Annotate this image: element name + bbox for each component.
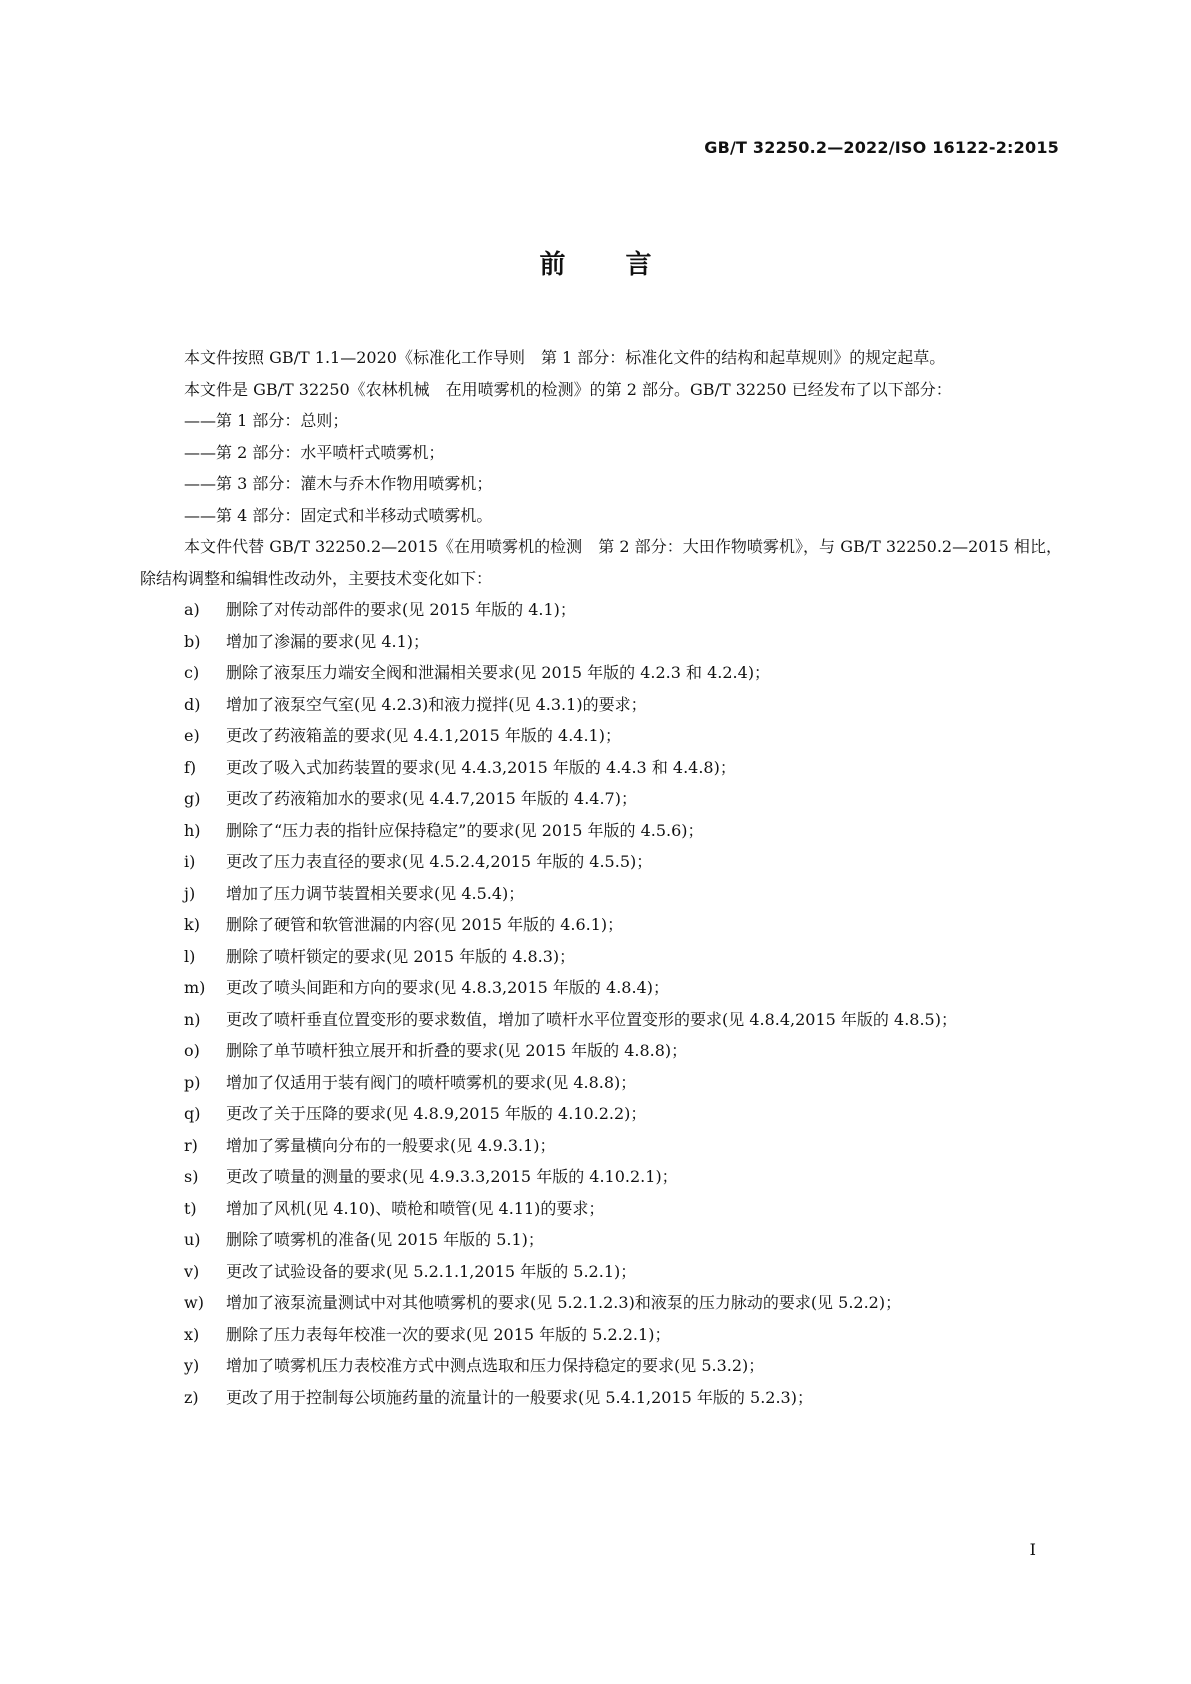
- change-item-label: h): [184, 820, 201, 840]
- change-item: [140, 1224, 1062, 1256]
- change-item: [140, 720, 1062, 752]
- change-item-text: 更改了吸入式加药装置的要求(见 4.4.3,2015 年版的 4.4.3 和 4.4.8)；: [226, 757, 736, 777]
- change-item: [140, 657, 1062, 689]
- parts-list: [140, 405, 1062, 531]
- change-item: [140, 594, 1062, 626]
- change-item-label: m): [184, 978, 206, 997]
- change-item: [140, 1035, 1062, 1067]
- change-item-label: x): [184, 1324, 200, 1344]
- change-item-text: 更改了压力表直径的要求(见 4.5.2.4,2015 年版的 4.5.5)；: [226, 852, 653, 871]
- change-item-label: s): [184, 1167, 199, 1186]
- change-item-text: 更改了试验设备的要求(见 5.2.1.1,2015 年版的 5.2.1)；: [226, 1261, 637, 1281]
- list-item: ——第 1 部分：总则；: [184, 411, 349, 430]
- change-item: [140, 1287, 1062, 1319]
- change-item: [140, 846, 1062, 878]
- change-item-label: e): [184, 726, 200, 745]
- change-item-text: 删除了对传动部件的要求(见 2015 年版的 4.1)；: [226, 600, 576, 619]
- change-item-text: 删除了喷杆锁定的要求(见 2015 年版的 4.8.3)；: [226, 946, 576, 966]
- change-item-label: a): [184, 600, 200, 619]
- page-title: 前言: [539, 250, 712, 280]
- change-item: [140, 1098, 1062, 1130]
- change-item-text: 更改了药液箱加水的要求(见 4.4.7,2015 年版的 4.4.7)；: [226, 789, 637, 808]
- change-item: [140, 1193, 1062, 1225]
- change-item-label: b): [184, 631, 201, 651]
- change-item-label: j): [184, 883, 196, 903]
- change-item-text: 增加了液泵流量测试中对其他喷雾机的要求(见 5.2.1.2.3)和液泵的压力脉动的要求(见 5.2.2)；: [226, 1293, 902, 1312]
- change-item-text: 更改了喷头间距和方向的要求(见 4.8.3,2015 年版的 4.8.4)；: [226, 978, 669, 997]
- change-item-label: w): [184, 1293, 204, 1312]
- change-item: [140, 1130, 1062, 1162]
- change-item-text: 增加了液泵空气室(见 4.2.3)和液力搅拌(见 4.3.1)的要求；: [226, 694, 647, 714]
- list-item: ——第 2 部分：水平喷杆式喷雾机；: [184, 442, 445, 462]
- parts-intro-paragraph: 本文件是 GB/T 32250《农林机械 在用喷雾机的检测》的第 2 部分。GB/T 32250 已经发布了以下部分：: [184, 379, 952, 399]
- change-item: [140, 752, 1062, 784]
- change-item-text: 增加了喷雾机压力表校准方式中测点选取和压力保持稳定的要求(见 5.3.2)；: [226, 1356, 765, 1375]
- change-item-text: 更改了用于控制每公顷施药量的流量计的一般要求(见 5.4.1,2015 年版的 5.2.3)；: [226, 1387, 813, 1407]
- change-item-label: l): [184, 946, 196, 966]
- change-item: [140, 1382, 1062, 1414]
- change-item-label: r): [184, 1135, 198, 1155]
- change-item: [140, 1350, 1062, 1382]
- change-item: [140, 815, 1062, 847]
- replace-paragraph: 本文件代替 GB/T 32250.2—2015《在用喷雾机的检测 第 2 部分：大田作物喷雾机》，与 GB/T 32250.2—2015 相比，除结构调整和编辑性改动外，主要技术变化如下：: [140, 537, 1062, 588]
- change-item-label: p): [184, 1072, 201, 1092]
- change-item-text: 更改了药液箱盖的要求(见 4.4.1,2015 年版的 4.4.1)；: [226, 726, 621, 745]
- change-item-label: d): [184, 694, 201, 714]
- change-item-label: v): [184, 1261, 200, 1281]
- change-item-text: 删除了硬管和软管泄漏的内容(见 2015 年版的 4.6.1)；: [226, 915, 624, 934]
- change-item-text: 增加了仅适用于装有阀门的喷杆喷雾机的要求(见 4.8.8)；: [226, 1072, 637, 1092]
- change-item-text: 更改了关于压降的要求(见 4.8.9,2015 年版的 4.10.2.2)；: [226, 1104, 647, 1123]
- change-item-label: q): [184, 1104, 201, 1123]
- change-item-text: 删除了液泵压力端安全阀和泄漏相关要求(见 2015 年版的 4.2.3 和 4.2.4)；: [226, 663, 771, 682]
- change-item: [140, 909, 1062, 941]
- change-item-label: c): [184, 663, 200, 682]
- change-item-label: z): [184, 1387, 199, 1407]
- change-item: [140, 1256, 1062, 1288]
- change-item-text: 更改了喷量的测量的要求(见 4.9.3.3,2015 年版的 4.10.2.1)；: [226, 1167, 678, 1186]
- change-item-label: i): [184, 852, 196, 871]
- change-item-text: 增加了雾量横向分布的一般要求(见 4.9.3.1)；: [226, 1135, 556, 1155]
- intro-paragraph: 本文件按照 GB/T 1.1—2020《标准化工作导则 第 1 部分：标准化文件的结构和起草规则》的规定起草。: [184, 348, 946, 367]
- page-number: I: [1029, 1540, 1036, 1559]
- change-item-text: 删除了喷雾机的准备(见 2015 年版的 5.1)；: [226, 1230, 544, 1249]
- change-item-text: 更改了喷杆垂直位置变形的要求数值，增加了喷杆水平位置变形的要求(见 4.8.4,2015 年版的 4.8.5)；: [226, 1009, 957, 1029]
- document-code: GB/T 32250.2—2022/ISO 16122-2:2015: [704, 138, 1059, 157]
- change-item: [140, 1004, 1062, 1036]
- changes-list: [140, 594, 1062, 1413]
- change-item: [140, 972, 1062, 1004]
- change-item-label: o): [184, 1041, 200, 1060]
- document-body: [140, 342, 1062, 1413]
- change-item-label: n): [184, 1009, 201, 1029]
- change-item-label: k): [184, 915, 200, 934]
- change-item: [140, 783, 1062, 815]
- change-item: [140, 941, 1062, 973]
- list-item: ——第 4 部分：固定式和半移动式喷雾机。: [184, 505, 493, 525]
- change-item-text: 增加了渗漏的要求(见 4.1)；: [226, 631, 430, 651]
- change-item: [140, 878, 1062, 910]
- change-item-label: f): [184, 757, 197, 777]
- change-item-label: u): [184, 1230, 201, 1249]
- change-item-label: t): [184, 1198, 197, 1218]
- change-item-text: 删除了压力表每年校准一次的要求(见 2015 年版的 5.2.2.1)；: [226, 1324, 671, 1344]
- change-item: [140, 1319, 1062, 1351]
- change-item: [140, 1161, 1062, 1193]
- change-item-label: y): [184, 1356, 200, 1375]
- change-item: [140, 626, 1062, 658]
- list-item: ——第 3 部分：灌木与乔木作物用喷雾机；: [184, 474, 493, 493]
- change-item-text: 增加了压力调节装置相关要求(见 4.5.4)；: [226, 883, 525, 903]
- change-item-label: g): [184, 789, 201, 808]
- change-item-text: 增加了风机(见 4.10)、喷枪和喷管(见 4.11)的要求；: [226, 1198, 605, 1218]
- change-item-text: 删除了“压力表的指针应保持稳定”的要求(见 2015 年版的 4.5.6)；: [226, 820, 704, 840]
- change-item: [140, 1067, 1062, 1099]
- change-item-text: 删除了单节喷杆独立展开和折叠的要求(见 2015 年版的 4.8.8)；: [226, 1041, 688, 1060]
- change-item: [140, 689, 1062, 721]
